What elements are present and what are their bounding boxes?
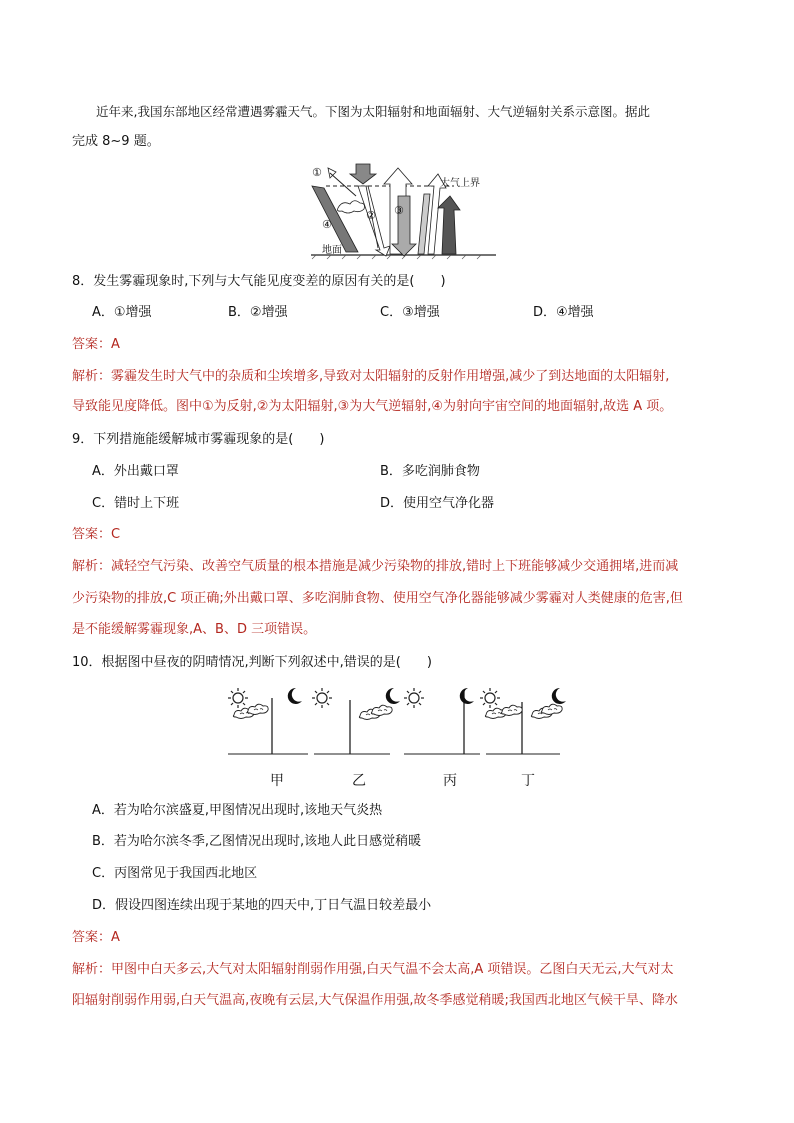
q9-option-c: C．错时上下班 [92,496,180,511]
panel-yi [312,688,392,754]
q10-analysis-line-2: 阳辐射削弱作用弱,白天气温高,夜晚有云层,大气保温作用强,故冬季感觉稍暖;我国西北地区气候干旱、降水 [72,993,678,1008]
day-night-figure [224,682,569,762]
q9-analysis-line-2: 少污染物的排放,C 项正确;外出戴口罩、多吃润肺食物、使用空气净化器能够减少雾霾对人类健康的危害,但 [72,591,683,606]
q10-option-a: A．若为哈尔滨盛夏,甲图情况出现时,该地天气炎热 [92,803,383,818]
q9-option-b: B．多吃润肺食物 [380,464,480,479]
panel-label-ding: 丁 [521,773,535,789]
q8-option-b: B．②增强 [228,305,288,320]
q8-stem: 8．发生雾霾现象时,下列与大气能见度变差的原因有关的是( ) [72,274,446,289]
label-ground: 地面 [322,245,342,256]
q10-stem: 10．根据图中昼夜的阴晴情况,判断下列叙述中,错误的是( ) [72,655,432,670]
q8-answer: 答案：A [72,337,120,352]
panel-jia [228,688,308,754]
label-top-atmosphere: 大气上界 [440,178,480,189]
q8-analysis-line-2: 导致能见度降低。图中①为反射,②为太阳辐射,③为大气逆辐射,④为射向宇宙空间的地面辐射,故选 A 项。 [72,399,673,414]
label-1: ① [312,166,322,179]
q10-option-b: B．若为哈尔滨冬季,乙图情况出现时,该地人此日感觉稍暖 [92,834,422,849]
q9-analysis-line-1: 解析：减轻空气污染、改善空气质量的根本措施是减少污染物的排放,错时上下班能够减少交通拥堵,进而减 [72,559,679,574]
q9-analysis-line-3: 是不能缓解雾霾现象,A、B、D 三项错误。 [72,622,317,637]
intro-line-1: 近年来,我国东部地区经常遭遇雾霾天气。下图为太阳辐射和地面辐射、大气逆辐射关系示意图。据此 [96,104,650,119]
q8-option-d: D．④增强 [533,305,594,320]
intro-line-2: 完成 8~9 题。 [72,134,160,149]
panel-label-jia: 甲 [270,773,284,789]
q8-option-a: A．①增强 [92,305,152,320]
q8-analysis-line-1: 解析：雾霾发生时大气中的杂质和尘埃增多,导致对太阳辐射的反射作用增强,减少了到达地面的太阳辐射, [72,369,670,384]
q9-answer: 答案：C [72,527,121,542]
panel-label-yi: 乙 [352,773,366,789]
q9-option-d: D．使用空气净化器 [380,496,495,511]
panel-label-bing: 丙 [443,773,457,789]
q10-answer: 答案：A [72,930,120,945]
q9-option-a: A．外出戴口罩 [92,464,179,479]
panel-ding [480,688,566,754]
label-2: ② [366,209,376,222]
q8-option-c: C．③增强 [380,305,440,320]
label-3: ③ [394,204,404,217]
q10-analysis-line-1: 解析：甲图中白天多云,大气对太阳辐射削弱作用强,白天气温不会太高,A 项错误。乙图白天无云,大气对太 [72,962,674,977]
q9-stem: 9．下列措施能缓解城市雾霾现象的是( ) [72,432,325,447]
label-4: ④ [322,218,332,231]
q10-option-c: C．丙图常见于我国西北地区 [92,866,258,881]
panel-bing [386,688,480,754]
q10-option-d: D．假设四图连续出现于某地的四天中,丁日气温日较差最小 [92,898,432,913]
